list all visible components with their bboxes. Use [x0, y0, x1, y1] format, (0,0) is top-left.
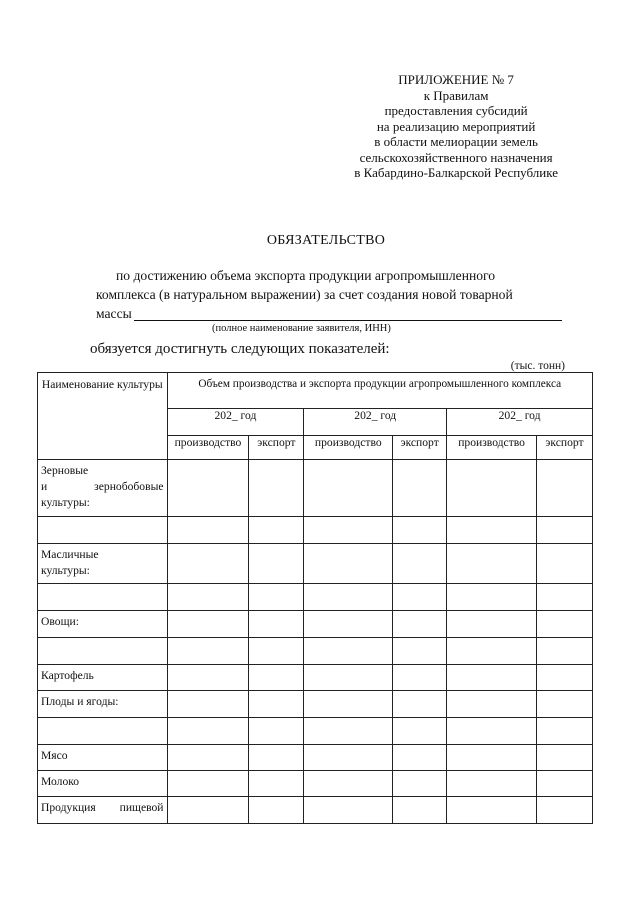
table-cell[interactable] — [537, 584, 593, 611]
unit-label: (тыс. тонн) — [510, 360, 565, 372]
table-cell[interactable] — [393, 745, 447, 771]
massa-label: массы — [96, 306, 132, 321]
intro-text — [96, 266, 513, 304]
header-production: производство — [447, 436, 537, 460]
table-cell[interactable] — [393, 460, 447, 517]
table-cell[interactable] — [249, 797, 304, 824]
table-cell[interactable] — [447, 665, 537, 691]
table-cell[interactable] — [537, 638, 593, 665]
table-row — [38, 665, 593, 691]
table-cell[interactable] — [249, 665, 304, 691]
header-export: экспорт — [393, 436, 447, 460]
table-cell[interactable] — [167, 544, 249, 584]
table-cell[interactable] — [393, 797, 447, 824]
header-crop-name: Наименование культуры — [38, 373, 168, 460]
table-cell[interactable] — [304, 460, 393, 517]
table-row — [38, 797, 593, 824]
row-label-milk: Молоко — [38, 771, 168, 797]
table-cell[interactable] — [249, 745, 304, 771]
table-row — [38, 745, 593, 771]
table-cell[interactable] — [447, 638, 537, 665]
table-cell[interactable] — [38, 718, 168, 745]
appendix-line: к Правилам — [423, 87, 489, 103]
table-cell[interactable] — [393, 691, 447, 718]
table-cell[interactable] — [447, 797, 537, 824]
header-year-1: 202_ год — [167, 409, 304, 436]
table-cell[interactable] — [249, 718, 304, 745]
table-cell[interactable] — [537, 691, 593, 718]
table-cell[interactable] — [249, 517, 304, 544]
table-cell[interactable] — [393, 584, 447, 611]
table-cell[interactable] — [393, 771, 447, 797]
table-cell[interactable] — [537, 665, 593, 691]
applicant-note: (полное наименование заявителя, ИНН) — [212, 323, 391, 334]
table-cell[interactable] — [167, 771, 249, 797]
intro-line-1: по достижению объема экспорта продукции агропромышленного — [116, 268, 496, 283]
table-cell[interactable] — [537, 797, 593, 824]
row-label-veg: Овощи: — [38, 611, 168, 638]
label-line: Продукция пищевой — [41, 801, 164, 814]
table-row — [38, 584, 593, 611]
header-export: экспорт — [537, 436, 593, 460]
table-cell[interactable] — [393, 718, 447, 745]
row-label-oil — [38, 544, 168, 584]
table-cell[interactable] — [38, 584, 168, 611]
table-cell[interactable] — [249, 584, 304, 611]
table-cell[interactable] — [304, 611, 393, 638]
table-cell[interactable] — [447, 691, 537, 718]
appendix-line: в Кабардино-Балкарской Республике — [354, 165, 558, 180]
header-year-2: 202_ год — [304, 409, 447, 436]
header-production: производство — [167, 436, 249, 460]
table-cell[interactable] — [393, 611, 447, 638]
table-cell[interactable] — [537, 745, 593, 771]
label-line: культуры: — [41, 564, 90, 577]
table-cell[interactable] — [447, 517, 537, 544]
table-row — [38, 460, 593, 517]
table-cell[interactable] — [167, 611, 249, 638]
table-cell[interactable] — [393, 517, 447, 544]
table-cell[interactable] — [393, 638, 447, 665]
table-cell[interactable] — [167, 718, 249, 745]
appendix-line: предоставления субсидий — [384, 103, 528, 118]
appendix-line: в области мелиорации земель — [374, 134, 538, 149]
table-row — [38, 517, 593, 544]
table-cell[interactable] — [447, 460, 537, 517]
table-cell[interactable] — [304, 584, 393, 611]
table-cell[interactable] — [167, 517, 249, 544]
table-cell[interactable] — [249, 460, 304, 517]
table-cell[interactable] — [537, 460, 593, 517]
row-label-fruit: Плоды и ягоды: — [38, 691, 168, 718]
table-row — [38, 691, 593, 718]
table-cell[interactable] — [167, 665, 249, 691]
appendix-line: сельскохозяйственного назначения — [359, 149, 553, 165]
table-row — [38, 544, 593, 584]
header-year-3: 202_ год — [447, 409, 593, 436]
table-cell[interactable] — [249, 611, 304, 638]
table-row — [38, 611, 593, 638]
table-cell[interactable] — [537, 611, 593, 638]
label-line: культуры: — [41, 496, 90, 509]
table-row — [38, 771, 593, 797]
table-cell[interactable] — [167, 584, 249, 611]
label-line: Зерновые — [41, 464, 89, 477]
appendix-block — [354, 72, 558, 181]
table-cell[interactable] — [537, 771, 593, 797]
table-cell[interactable] — [447, 745, 537, 771]
table-cell[interactable] — [38, 517, 168, 544]
row-label-food — [38, 797, 168, 824]
label-line: Масличные — [41, 548, 99, 561]
table-cell[interactable] — [304, 745, 393, 771]
table-cell[interactable] — [249, 691, 304, 718]
header-export: экспорт — [249, 436, 304, 460]
table-cell[interactable] — [447, 544, 537, 584]
table-cell[interactable] — [167, 745, 249, 771]
table-cell[interactable] — [304, 797, 393, 824]
table-cell[interactable] — [167, 460, 249, 517]
table-cell[interactable] — [249, 771, 304, 797]
table-cell[interactable] — [393, 665, 447, 691]
table-cell[interactable] — [537, 718, 593, 745]
table-cell[interactable] — [167, 797, 249, 824]
appendix-title: ПРИЛОЖЕНИЕ № 7 — [398, 72, 514, 87]
table-cell[interactable] — [304, 544, 393, 584]
table-cell[interactable] — [304, 517, 393, 544]
table-cell[interactable] — [537, 544, 593, 584]
intro-line-2: комплекса (в натуральном выражении) за счет создания новой товарной — [96, 287, 513, 302]
table-cell[interactable] — [249, 638, 304, 665]
table-cell[interactable] — [537, 517, 593, 544]
table-cell[interactable] — [447, 584, 537, 611]
table-cell[interactable] — [304, 665, 393, 691]
table-cell[interactable] — [304, 718, 393, 745]
table-cell[interactable] — [304, 691, 393, 718]
table-cell[interactable] — [249, 544, 304, 584]
table-row — [38, 638, 593, 665]
obligation-text: обязуется достигнуть следующих показателей: — [90, 341, 390, 357]
table-cell[interactable] — [447, 611, 537, 638]
header-volume: Объем производства и экспорта продукции агропромышленного комплекса — [167, 373, 592, 409]
table-cell[interactable] — [447, 718, 537, 745]
row-label-potato: Картофель — [38, 665, 168, 691]
header-production: производство — [304, 436, 393, 460]
table-cell[interactable] — [167, 691, 249, 718]
row-label-meat: Мясо — [38, 745, 168, 771]
table-row — [38, 718, 593, 745]
document-title: ОБЯЗАТЕЛЬСТВО — [266, 233, 386, 248]
table-cell[interactable] — [38, 638, 168, 665]
table-cell[interactable] — [393, 544, 447, 584]
label-line: и зернобобовые — [41, 480, 164, 493]
applicant-name-line[interactable] — [134, 320, 562, 321]
table-cell[interactable] — [447, 771, 537, 797]
table-cell[interactable] — [167, 638, 249, 665]
table-cell[interactable] — [304, 771, 393, 797]
table-cell[interactable] — [304, 638, 393, 665]
row-label-grain — [38, 460, 168, 517]
indicators-table — [37, 372, 593, 824]
appendix-line: на реализацию мероприятий — [376, 118, 536, 134]
